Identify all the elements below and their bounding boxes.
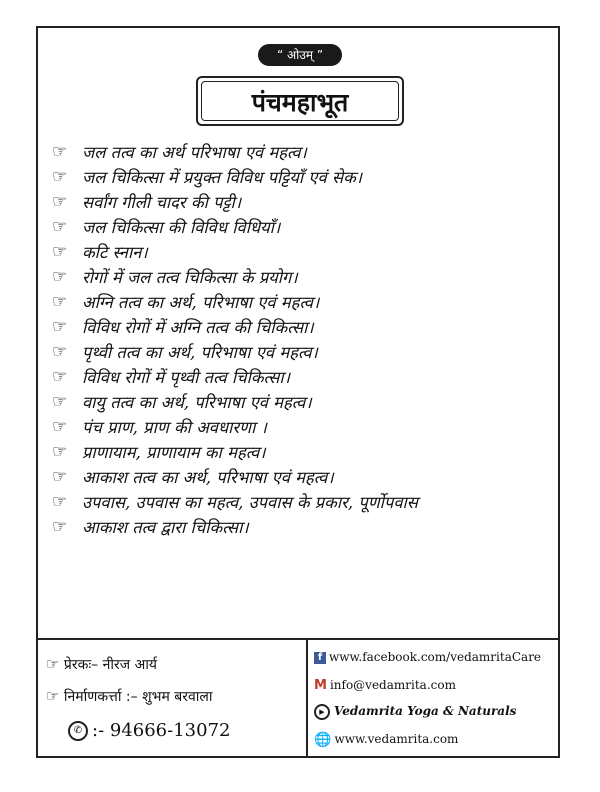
youtube-line bbox=[314, 702, 516, 720]
topic-text: रोगों में जल तत्व चिकित्सा के प्रयोग। bbox=[82, 268, 298, 287]
inspirer-line bbox=[46, 652, 157, 677]
topic-item bbox=[52, 465, 552, 490]
page-frame bbox=[36, 26, 560, 758]
topic-item bbox=[52, 190, 552, 215]
pointing-hand-icon: ☞ bbox=[52, 267, 68, 287]
footer bbox=[38, 638, 558, 758]
website-line bbox=[314, 730, 458, 749]
footer-contacts bbox=[308, 640, 558, 758]
footer-credits bbox=[38, 640, 308, 758]
whatsapp-icon: ✆ bbox=[68, 721, 88, 741]
topic-text: पंच प्राण, प्राण की अवधारणा । bbox=[82, 418, 267, 437]
topic-text: वायु तत्व का अर्थ, परिभाषा एवं महत्व। bbox=[82, 393, 312, 412]
topic-item bbox=[52, 290, 552, 315]
topic-item bbox=[52, 390, 552, 415]
pointing-hand-icon: ☞ bbox=[52, 292, 68, 312]
website-link[interactable]: www.vedamrita.com bbox=[334, 732, 459, 746]
topic-item bbox=[52, 140, 552, 165]
topic-text: विविध रोगों में अग्नि तत्व की चिकित्सा। bbox=[82, 318, 314, 337]
topic-item bbox=[52, 515, 552, 540]
facebook-link[interactable]: www.facebook.com/vedamritaCare bbox=[329, 650, 542, 664]
om-badge: “ ओउम् ” bbox=[258, 44, 342, 66]
topic-item bbox=[52, 165, 552, 190]
youtube-icon: ▶ bbox=[314, 704, 330, 720]
topic-item bbox=[52, 415, 552, 440]
topic-text: आकाश तत्व द्वारा चिकित्सा। bbox=[82, 518, 249, 537]
topic-text: जल चिकित्सा में प्रयुक्त विविध पट्टियाँ एवं सेक। bbox=[82, 168, 363, 187]
topic-text: विविध रोगों में पृथ्वी तत्व चिकित्सा। bbox=[82, 368, 290, 387]
youtube-channel[interactable]: Vedamrita Yoga & Naturals bbox=[334, 704, 517, 718]
topic-item bbox=[52, 215, 552, 240]
pointing-hand-icon: ☞ bbox=[52, 517, 68, 537]
gmail-icon: M bbox=[314, 677, 327, 693]
topic-text: पृथ्वी तत्व का अर्थ, परिभाषा एवं महत्व। bbox=[82, 343, 318, 362]
pointing-hand-icon: ☞ bbox=[52, 317, 68, 337]
pointing-hand-icon: ☞ bbox=[52, 142, 68, 162]
pointing-hand-icon: ☞ bbox=[52, 167, 68, 187]
topic-list bbox=[52, 140, 552, 540]
facebook-line bbox=[314, 648, 541, 666]
topic-text: अग्नि तत्व का अर्थ, परिभाषा एवं महत्व। bbox=[82, 293, 320, 312]
email-line bbox=[314, 676, 456, 695]
pointing-hand-icon: ☞ bbox=[52, 367, 68, 387]
pointing-hand-icon: ☞ bbox=[52, 342, 68, 362]
topic-text: कटि स्नान। bbox=[82, 243, 148, 262]
pointing-hand-icon: ☞ bbox=[52, 242, 68, 262]
pointing-hand-icon: ☞ bbox=[46, 655, 60, 673]
topic-item bbox=[52, 340, 552, 365]
topic-text: आकाश तत्व का अर्थ, परिभाषा एवं महत्व। bbox=[82, 468, 334, 487]
topic-item bbox=[52, 490, 552, 515]
pointing-hand-icon: ☞ bbox=[52, 192, 68, 212]
topic-text: जल चिकित्सा की विविध विधियाँ। bbox=[82, 218, 281, 237]
topic-text: उपवास, उपवास का महत्व, उपवास के प्रकार, पूर्णोपवास bbox=[82, 493, 418, 512]
topic-text: प्राणायाम, प्राणायाम का महत्व। bbox=[82, 443, 266, 462]
pointing-hand-icon: ☞ bbox=[52, 442, 68, 462]
topic-text: सर्वांग गीली चादर की पट्टी। bbox=[82, 193, 242, 212]
globe-icon: 🌐 bbox=[314, 731, 332, 748]
maker-line bbox=[46, 684, 213, 709]
phone-number[interactable]: :- 94666-13072 bbox=[92, 720, 231, 741]
topic-item bbox=[52, 315, 552, 340]
topic-item bbox=[52, 440, 552, 465]
topic-item bbox=[52, 240, 552, 265]
phone-line bbox=[68, 720, 230, 741]
email-link[interactable]: info@vedamrita.com bbox=[329, 678, 456, 692]
inspirer-text: प्रेरकः– नीरज आर्य bbox=[63, 657, 158, 673]
facebook-icon: f bbox=[314, 652, 326, 664]
title-box bbox=[196, 76, 404, 126]
topic-item bbox=[52, 265, 552, 290]
pointing-hand-icon: ☞ bbox=[46, 687, 60, 705]
pointing-hand-icon: ☞ bbox=[52, 417, 68, 437]
page-title: पंचमहाभूत bbox=[201, 81, 399, 121]
maker-text: निर्माणकर्त्ता :– शुभम बरवाला bbox=[63, 689, 213, 705]
pointing-hand-icon: ☞ bbox=[52, 492, 68, 512]
pointing-hand-icon: ☞ bbox=[52, 467, 68, 487]
pointing-hand-icon: ☞ bbox=[52, 217, 68, 237]
topic-item bbox=[52, 365, 552, 390]
pointing-hand-icon: ☞ bbox=[52, 392, 68, 412]
topic-text: जल तत्व का अर्थ परिभाषा एवं महत्व। bbox=[82, 143, 307, 162]
